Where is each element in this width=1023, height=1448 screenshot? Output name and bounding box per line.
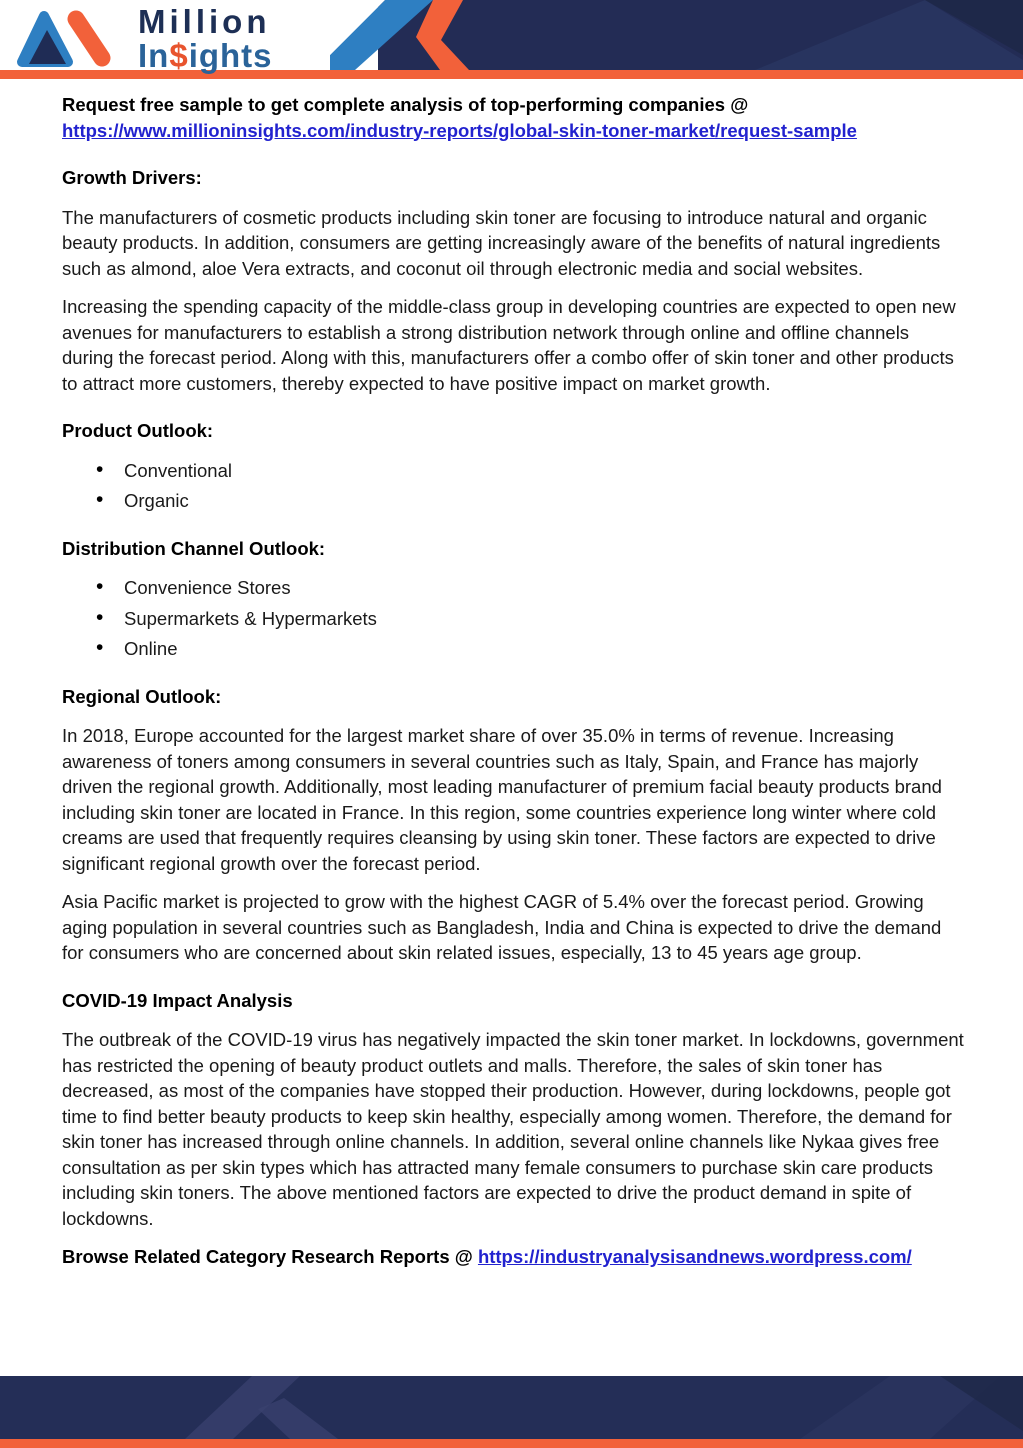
footer-banner-graphic xyxy=(0,1376,1023,1439)
page-footer xyxy=(0,1376,1023,1448)
product-outlook-list xyxy=(62,458,965,514)
dollar-glyph: $ xyxy=(169,37,189,74)
list-item: • Convenience Stores xyxy=(124,575,965,601)
logo-word-insights: In$ights xyxy=(138,37,273,74)
product-outlook-heading: Product Outlook: xyxy=(62,420,214,441)
page-header xyxy=(0,0,1023,74)
logo-word-million: Million xyxy=(138,3,271,40)
logo-text xyxy=(138,5,273,72)
browse-reports-label: Browse Related Category Research Reports @ xyxy=(62,1246,473,1267)
list-item: • Organic xyxy=(124,488,965,514)
covid-impact-heading: COVID-19 Impact Analysis xyxy=(62,989,293,1011)
request-sample-label: Request free sample to get complete analysis of top-performing companies @ xyxy=(62,94,749,115)
document-body xyxy=(0,79,1023,1270)
browse-reports-link[interactable]: https://industryanalysisandnews.wordpress.com/ xyxy=(477,1246,912,1267)
growth-drivers-paragraph-2: Increasing the spending capacity of the middle-class group in developing countries are expected to open new avenues for manufacturers to establish a strong distribution network through online and offline channels during the forecast period. Along with this, manufacturers offer a combo offer of skin toner and other products to attract more customers, thereby expected to have positive impact on market growth. xyxy=(62,296,956,394)
regional-outlook-heading: Regional Outlook: xyxy=(62,685,222,707)
list-item: • Conventional xyxy=(124,458,965,484)
million-insights-logo-icon xyxy=(14,8,126,70)
footer-divider xyxy=(0,1439,1023,1448)
regional-outlook-paragraph-1: In 2018, Europe accounted for the largest market share of over 35.0% in terms of revenue. Increasing awareness of toners among consumers in several countries such as Italy, Spain, and France has majorly driven the regional growth. Additionally, most leading manufacturer of premium facial beauty products brand including skin toner are located in France. In this region, some countries experience long winter where cold creams are used that frequently requires cleansing by using skin toner. These factors are expected to drive significant regional growth over the forecast period. xyxy=(62,725,942,874)
request-sample-link[interactable]: https://www.millioninsights.com/industry-reports/global-skin-toner-market/request-sample xyxy=(62,119,857,141)
browse-reports-line xyxy=(62,1244,965,1270)
distribution-channel-outlook-heading: Distribution Channel Outlook: xyxy=(62,537,326,559)
list-item: • Supermarkets & Hypermarkets xyxy=(124,606,965,632)
regional-outlook-paragraph-2: Asia Pacific market is projected to grow with the highest CAGR of 5.4% over the forecast period. Growing aging population in several countries such as Bangladesh, India and China is expected to drive the demand for consumers who are concerned about skin related issues, especially, 13 to 45 years age group. xyxy=(62,891,942,963)
million-insights-logo xyxy=(14,5,273,72)
growth-drivers-heading: Growth Drivers: xyxy=(62,167,202,188)
covid-impact-paragraph: The outbreak of the COVID-19 virus has negatively impacted the skin toner market. In lockdowns, government has restricted the opening of beauty product outlets and malls. Therefore, the sales of skin toner has decreased, as most of the companies have stopped their production. However, during lockdowns, people got time to find better beauty products to keep skin healthy, especially among women. Therefore, the demand for skin toner has increased through online channels. In addition, several online channels like Nykaa gives free consultation as per skin types which has attracted many female consumers to purchase skin care products including skin toners. The above mentioned factors are expected to drive the product demand in spite of lockdowns. xyxy=(62,1029,964,1229)
growth-drivers-paragraph-1: The manufacturers of cosmetic products including skin toner are focusing to introduce natural and organic beauty products. In addition, consumers are getting increasingly aware of the benefits of natural ingredients such as almond, aloe Vera extracts, and coconut oil through electronic media and social websites. xyxy=(62,206,941,279)
request-sample-line xyxy=(62,92,965,143)
distribution-channel-list xyxy=(62,575,965,662)
list-item: • Online xyxy=(124,636,965,662)
